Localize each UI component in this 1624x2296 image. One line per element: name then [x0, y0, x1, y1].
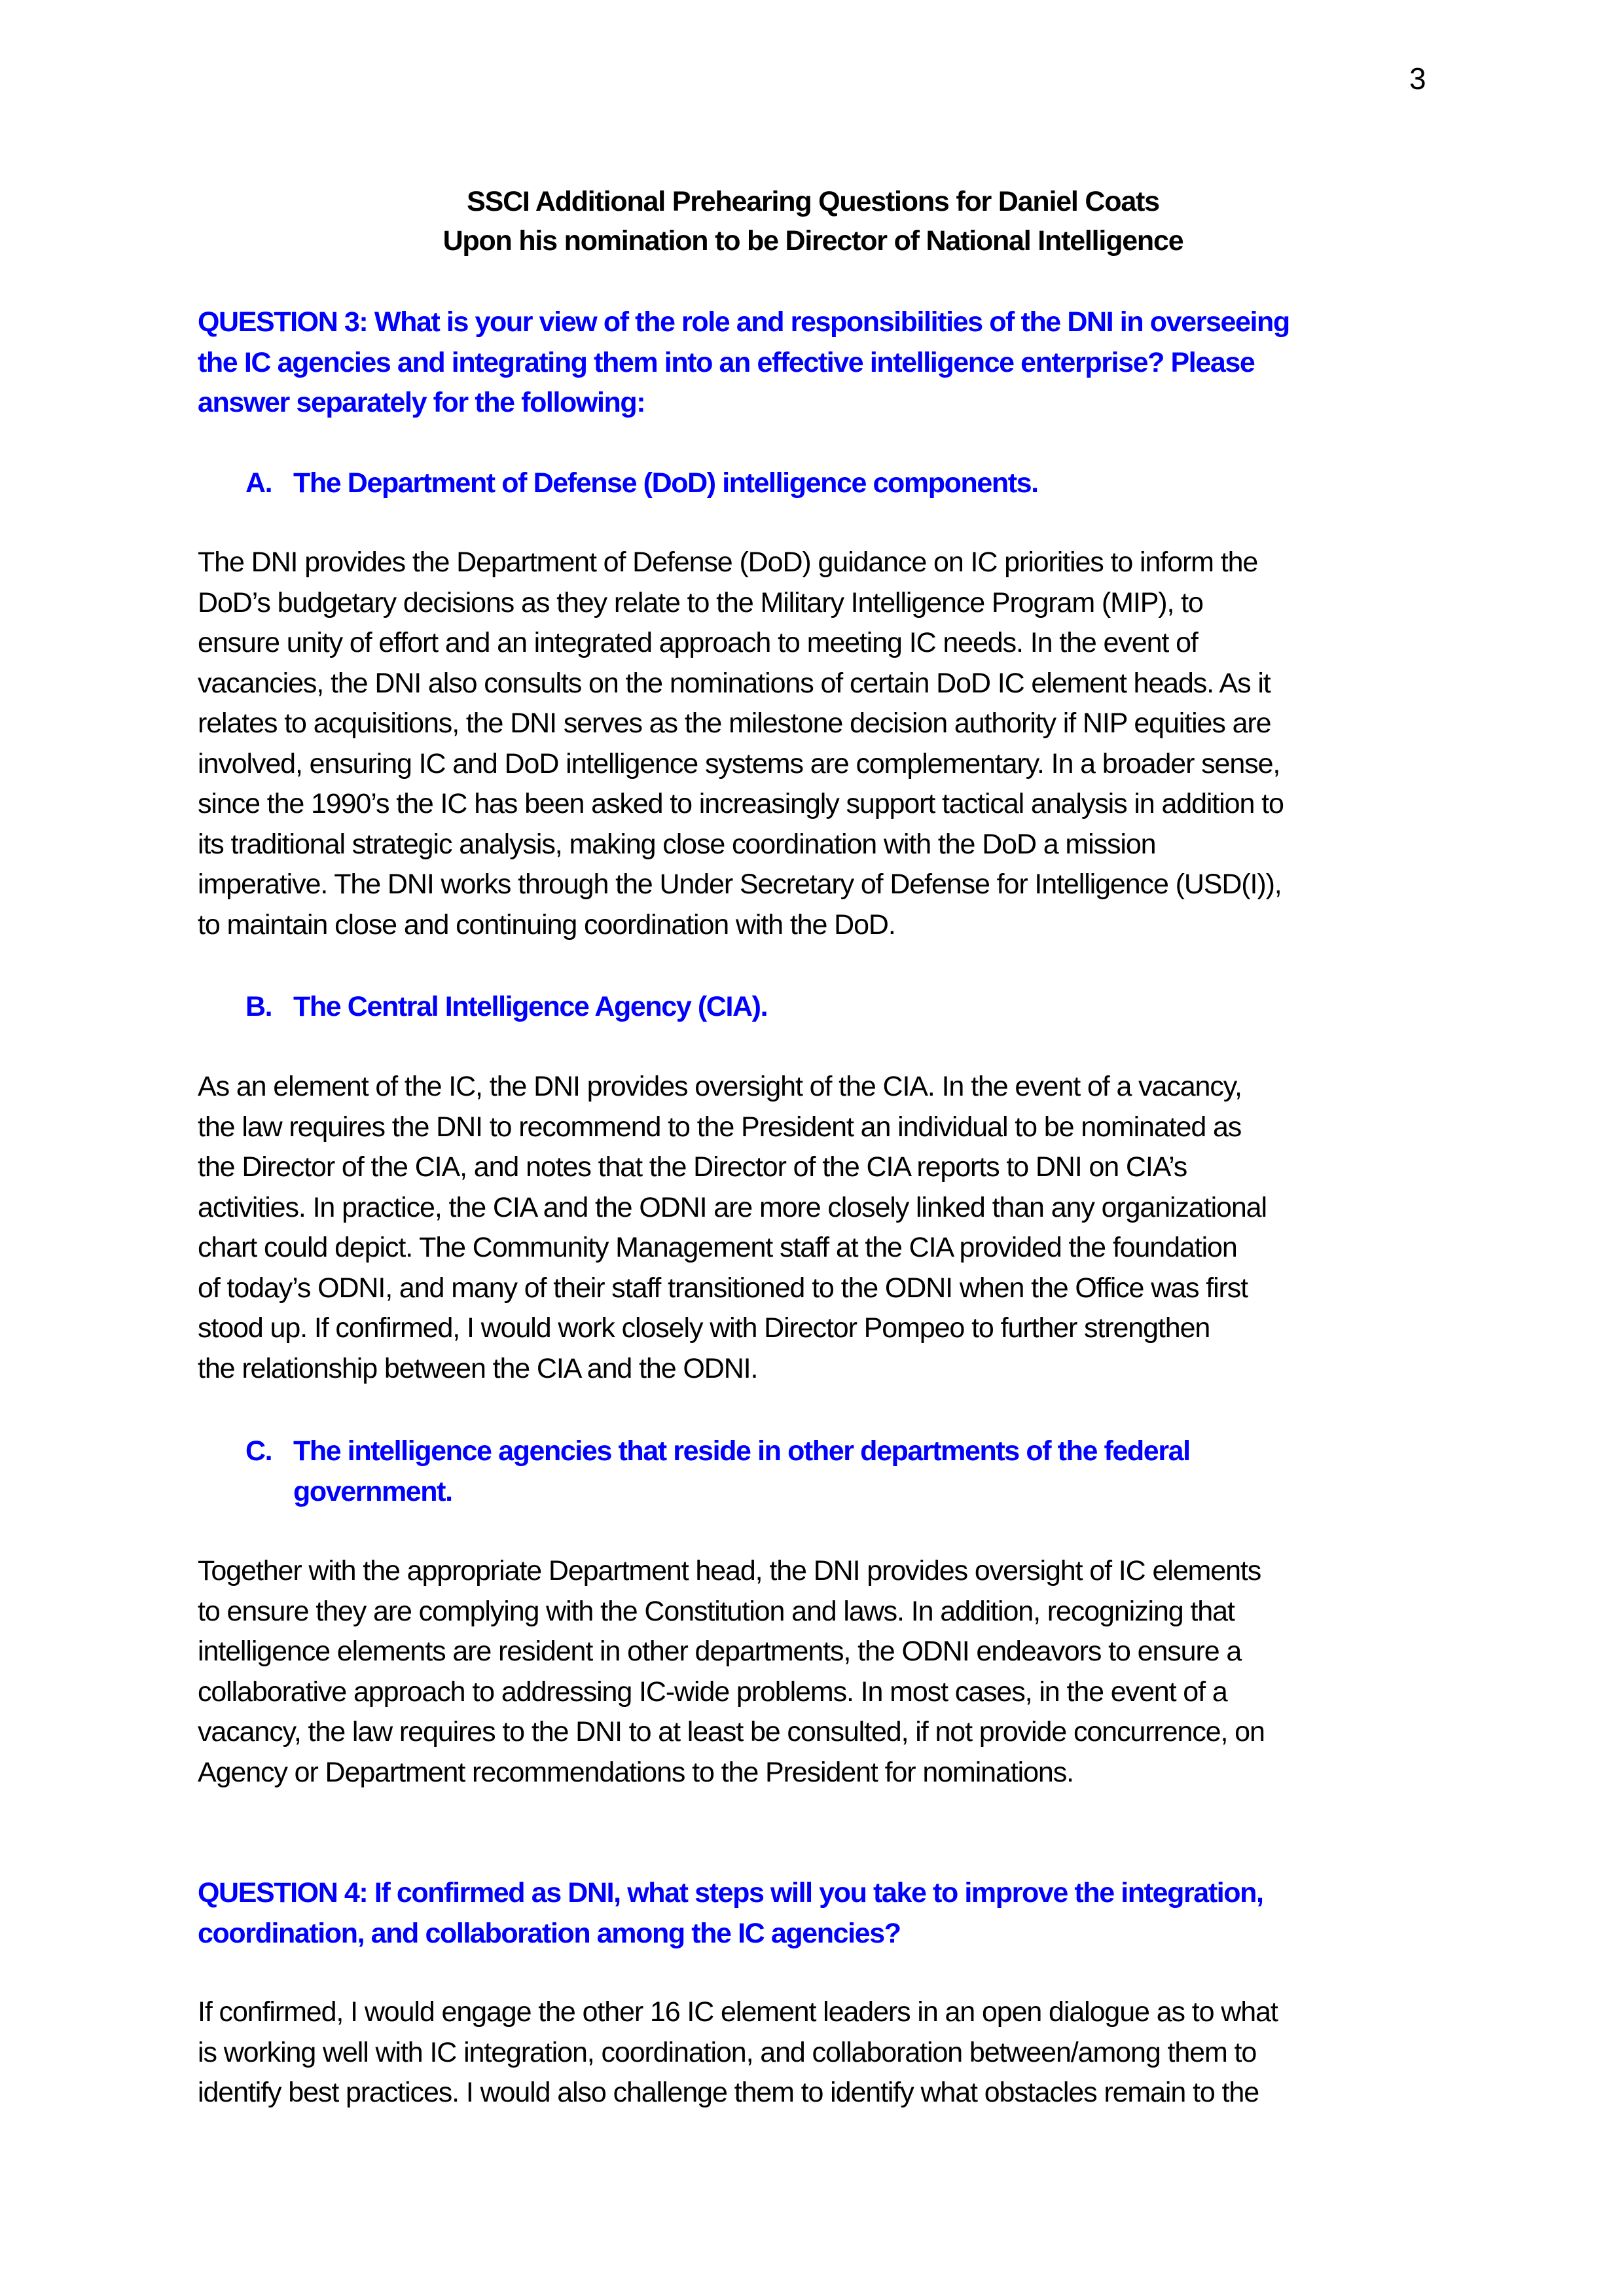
answer-line: As an element of the IC, the DNI provides oversight of the CIA. In the event of a vacancy,	[198, 1071, 1242, 1102]
answer-line: The DNI provides the Department of Defense (DoD) guidance on IC priorities to inform the	[198, 547, 1258, 578]
answer-line: vacancy, the law requires to the DNI to at least be consulted, if not provide concurrence, on	[198, 1716, 1265, 1748]
answer-line: activities. In practice, the CIA and the ODNI are more closely linked than any organizational	[198, 1191, 1267, 1223]
answer-line: identify best practices. I would also challenge them to identify what obstacles remain to the	[198, 2077, 1259, 2108]
subquestion-heading: The Central Intelligence Agency (CIA).	[293, 991, 768, 1022]
subquestion-heading: The intelligence agencies that reside in other departments of the federal	[293, 1435, 1190, 1467]
question-line: the IC agencies and integrating them into an effective intelligence enterprise? Please	[198, 346, 1255, 378]
answer-line: If confirmed, I would engage the other 16 IC element leaders in an open dialogue as to what	[198, 1996, 1278, 2028]
answer-line: is working well with IC integration, coordination, and collaboration between/among them to	[198, 2036, 1257, 2068]
title-line-2: Upon his nomination to be Director of National Intelligence	[442, 225, 1183, 257]
subquestion-label: B.	[245, 991, 272, 1022]
title-line-1: SSCI Additional Prehearing Questions for Daniel Coats	[467, 186, 1159, 217]
answer-line: Together with the appropriate Department head, the DNI provides oversight of IC elements	[198, 1555, 1261, 1587]
answer-line: stood up. If confirmed, I would work closely with Director Pompeo to further strengthen	[198, 1312, 1210, 1344]
answer-line: of today’s ODNI, and many of their staff transitioned to the ODNI when the Office was first	[198, 1272, 1248, 1304]
question-line: coordination, and collaboration among the IC agencies?	[198, 1917, 901, 1949]
answer-b	[198, 1067, 1435, 1389]
answer-line: Agency or Department recommendations to the President for nominations.	[198, 1756, 1074, 1788]
answer-4	[198, 1992, 1435, 2113]
subquestion-heading: The Department of Defense (DoD) intelligence components.	[293, 467, 1038, 499]
answer-line: its traditional strategic analysis, making close coordination with the DoD a mission	[198, 828, 1156, 860]
subquestion-c	[245, 1431, 1424, 1512]
answer-line: to ensure they are complying with the Constitution and laws. In addition, recognizing that	[198, 1595, 1235, 1627]
subquestion-heading-cont: government.	[293, 1475, 452, 1507]
question-line: QUESTION 3: What is your view of the role and responsibilities of the DNI in overseeing	[198, 306, 1290, 338]
answer-line: the relationship between the CIA and the ODNI.	[198, 1352, 758, 1384]
document-title	[198, 182, 1428, 260]
answer-line: the law requires the DNI to recommend to the President an individual to be nominated as	[198, 1111, 1242, 1143]
answer-line: collaborative approach to addressing IC-wide problems. In most cases, in the event of a	[198, 1676, 1227, 1708]
question-3	[198, 302, 1435, 423]
answer-line: intelligence elements are resident in other departments, the ODNI endeavors to ensure a	[198, 1636, 1242, 1667]
page-number: 3	[1409, 62, 1426, 96]
subquestion-label: C.	[245, 1435, 272, 1467]
answer-line: since the 1990’s the IC has been asked to increasingly support tactical analysis in addition to	[198, 788, 1284, 819]
answer-c	[198, 1551, 1435, 1793]
question-4	[198, 1873, 1435, 1954]
answer-line: involved, ensuring IC and DoD intelligence systems are complementary. In a broader sense,	[198, 747, 1280, 780]
answer-line: relates to acquisitions, the DNI serves as the milestone decision authority if NIP equities are	[198, 708, 1271, 739]
answer-line: chart could depict. The Community Management staff at the CIA provided the foundation	[198, 1232, 1237, 1263]
answer-line: vacancies, the DNI also consults on the nominations of certain DoD IC element heads. As it	[198, 667, 1271, 699]
answer-line: DoD’s budgetary decisions as they relate to the Military Intelligence Program (MIP), to	[198, 586, 1203, 619]
subquestion-label: A.	[245, 467, 272, 499]
answer-line: ensure unity of effort and an integrated approach to meeting IC needs. In the event of	[198, 627, 1198, 658]
answer-line: the Director of the CIA, and notes that the Director of the CIA reports to DNI on CIA’s	[198, 1151, 1187, 1183]
subquestion-a	[245, 463, 1424, 504]
answer-line: to maintain close and continuing coordination with the DoD.	[198, 908, 895, 941]
answer-line: imperative. The DNI works through the Under Secretary of Defense for Intelligence (USD(I)),	[198, 869, 1282, 900]
answer-a	[198, 543, 1435, 945]
question-line: QUESTION 4: If confirmed as DNI, what steps will you take to improve the integration,	[198, 1877, 1263, 1909]
subquestion-b	[245, 987, 1424, 1028]
question-line: answer separately for the following:	[198, 387, 645, 418]
